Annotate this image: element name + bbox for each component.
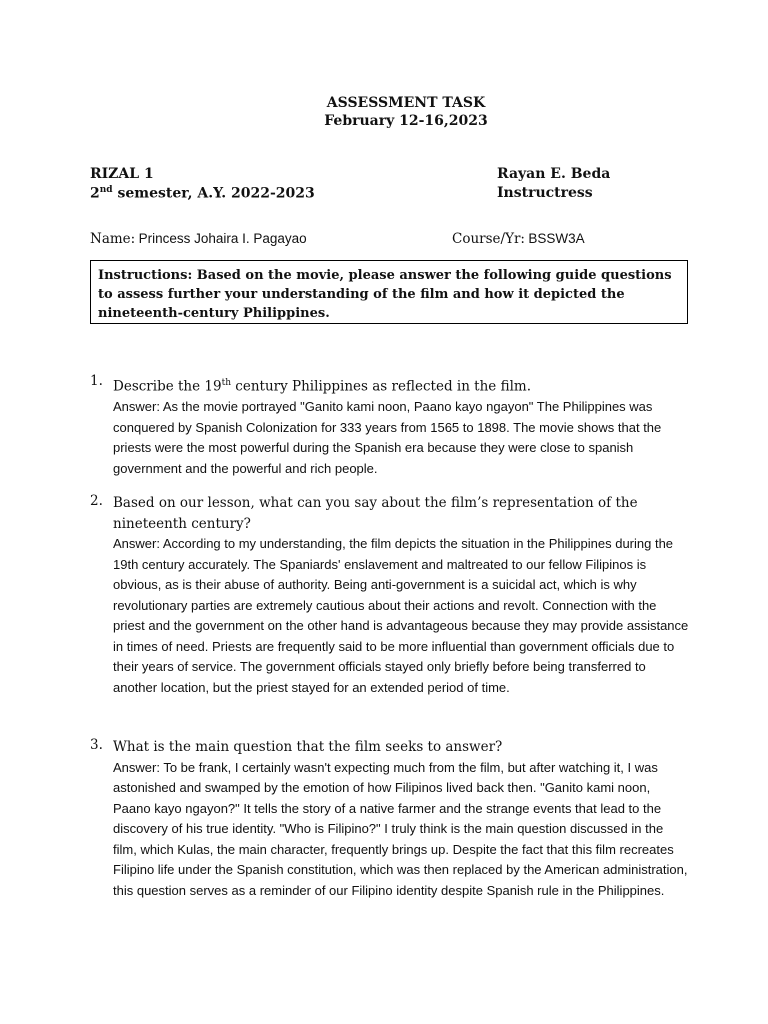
semester-line	[90, 185, 315, 202]
semester-text: semester, A.Y. 2022-2023	[112, 185, 315, 202]
answer-text: Answer: As the movie portrayed "Ganito kami noon, Paano kayo ngayon" The Philippines was conquered by Spanish Colonization for 333 years from 1565 to 1898. The movie shows that the priests were the most powerful during the Spanish era because they were close to spanish government and the powerful and rich people.	[113, 399, 662, 476]
name-label: Name:	[90, 231, 136, 247]
question-text: Based on our lesson, what can you say about the film’s representation of the nineteenth century?	[113, 495, 638, 532]
course-year-value: BSSW3A	[528, 231, 585, 246]
question-text-part: Describe the 19	[113, 378, 222, 395]
question-item-1	[90, 373, 690, 479]
instructions-box: Instructions: Based on the movie, please answer the following guide questions to assess further your understanding of the film and how it depicted the nineteenth-century Philippines.	[90, 260, 688, 324]
semester-number: 2	[90, 185, 100, 202]
question-item-2	[90, 493, 690, 698]
question-text	[113, 373, 690, 397]
course-year-label: Course/Yr:	[452, 231, 525, 247]
question-number: 2.	[90, 493, 103, 509]
name-value: Princess Johaira I. Pagayao	[138, 231, 307, 246]
question-text: What is the main question that the film seeks to answer?	[113, 739, 503, 755]
question-number: 1.	[90, 373, 103, 389]
semester-suffix: nd	[99, 185, 113, 195]
question-number: 3.	[90, 737, 103, 753]
question-superscript: th	[221, 378, 231, 388]
answer-text: Answer: According to my understanding, the film depicts the situation in the Philippines during the 19th century accurately. The Spaniards' enslavement and maltreated to our fellow Filipinos is obvious, as is their abuse of authority. Being anti-government is a suicidal act, which is why revolutionary parties are extremely cautious about their actions and revolt. Connection with the priest and the government on the other hand is advantageous because they may provide assistance in times of need. Priests are frequently said to be more influential than government officials due to their years of service. The government officials stayed only briefly before being transferred to another location, but the priest stayed for an extended period of time.	[113, 536, 689, 695]
course-code: RIZAL 1	[90, 166, 154, 182]
document-title: ASSESSMENT TASK	[326, 95, 486, 111]
document-dates: February 12-16,2023	[324, 113, 488, 129]
question-item-3	[90, 737, 690, 901]
teacher-name: Rayan E. Beda	[497, 166, 611, 182]
student-name-row	[90, 231, 307, 247]
question-text-part: century Philippines as reflected in the film.	[231, 378, 531, 395]
teacher-role: Instructress	[497, 185, 593, 201]
answer-text: Answer: To be frank, I certainly wasn't expecting much from the film, but after watching it, I was astonished and swamped by the emotion of how Filipinos lived back then. "Ganito kami noon, Paano kayo ngayon?" It tells the story of a native farmer and the strange events that lead to the discovery of his true identity. "Who is Filipino?" I truly think is the main question discussed in the film, which Kulas, the main character, frequently brings up. Despite the fact that this film recreates Filipino life under the Spanish constitution, which was then replaced by the American administration, this question serves as a reminder of our Filipino identity despite Spanish rule in the Philippines.	[113, 759, 688, 898]
student-course-row	[452, 231, 585, 247]
